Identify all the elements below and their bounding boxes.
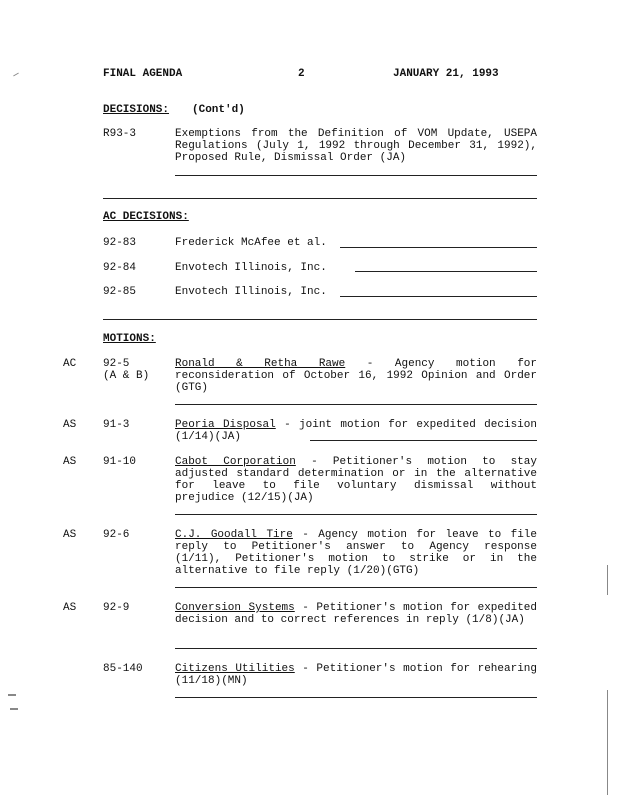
motion-number: 92-6 [103,529,130,541]
motion-description: - Petitioner's motion for expedited decision and to correct references in reply (1/8)(JA) [175,602,537,626]
motion-type: AC [63,358,77,370]
motion-text [175,529,537,577]
motion-description: - Agency motion for reconsideration of October 16, 1992 Opinion and Order (GTG) [175,358,537,394]
party-name: Citizens Utilities [175,663,295,675]
ac-decision-number: 92-83 [103,237,137,249]
signature-line [175,514,537,515]
motion-text [175,602,537,626]
party-name: Conversion Systems [175,602,295,614]
decisions-contd: (Cont'd) [192,104,245,116]
scan-mark [10,708,18,710]
motion-number: 92-5 [103,358,130,370]
motion-type: AS [63,419,77,431]
ac-decisions-heading: AC DECISIONS: [103,211,189,223]
motion-description: - Petitioner's motion for rehearing (11/18)(MN) [175,663,537,687]
page-number: 2 [298,68,305,80]
motion-type: AS [63,529,77,541]
signature-line [355,271,537,272]
signature-line [175,697,537,698]
signature-line [175,175,537,176]
motion-number-suffix: (A & B) [103,370,150,382]
motion-number: 91-10 [103,456,137,468]
scan-mark [607,690,608,795]
motion-number: 85-140 [103,663,143,675]
motion-number: 91-3 [103,419,130,431]
motion-type: AS [63,456,77,468]
party-name: Cabot Corporation [175,456,296,468]
signature-line [175,404,537,405]
motions-heading: MOTIONS: [103,333,156,345]
ac-decision-number: 92-84 [103,262,137,274]
section-divider [103,198,537,199]
signature-line [175,587,537,588]
motion-description: - Agency motion for leave to file reply to Petitioner's answer to Agency response (1/11), Petitioner's motion to strike or in the alternative to file reply (1/20)(GTG) [175,529,538,577]
party-name: Peoria Disposal [175,419,276,431]
motion-text [175,456,537,504]
motion-description: - Petitioner's motion to stay adjusted standard determination or in the alternative for leave to file voluntary dismissal without prejudice (12/15)(JA) [175,456,537,504]
signature-line [310,440,537,441]
motion-text [175,358,537,394]
decision-text: Exemptions from the Definition of VOM Update, USEPA Regulations (July 1, 1992 through December 31, 1992), Proposed Rule, Dismissal Order (JA) [175,128,537,164]
party-name: C.J. Goodall Tire [175,529,293,541]
decisions-heading: DECISIONS: [103,104,170,116]
header-title: FINAL AGENDA [103,68,183,80]
motion-description: - joint motion for expedited decision (1/14)(JA) [175,419,537,443]
motion-type: AS [63,602,77,614]
scan-mark [8,694,16,696]
ac-decision-name: Envotech Illinois, Inc. [175,286,327,298]
signature-line [175,648,537,649]
ac-decision-name: Envotech Illinois, Inc. [175,262,327,274]
decision-number: R93-3 [103,128,137,140]
scan-mark [607,565,608,595]
ac-decision-number: 92-85 [103,286,137,298]
motion-number: 92-9 [103,602,130,614]
ac-decision-name: Frederick McAfee et al. [175,237,327,249]
signature-line [340,296,537,297]
signature-line [340,247,537,248]
motion-text [175,663,537,687]
scan-mark [13,73,19,77]
party-name: Ronald & Retha Rawe [175,358,346,370]
section-divider [103,319,537,320]
header-date: JANUARY 21, 1993 [393,68,499,80]
